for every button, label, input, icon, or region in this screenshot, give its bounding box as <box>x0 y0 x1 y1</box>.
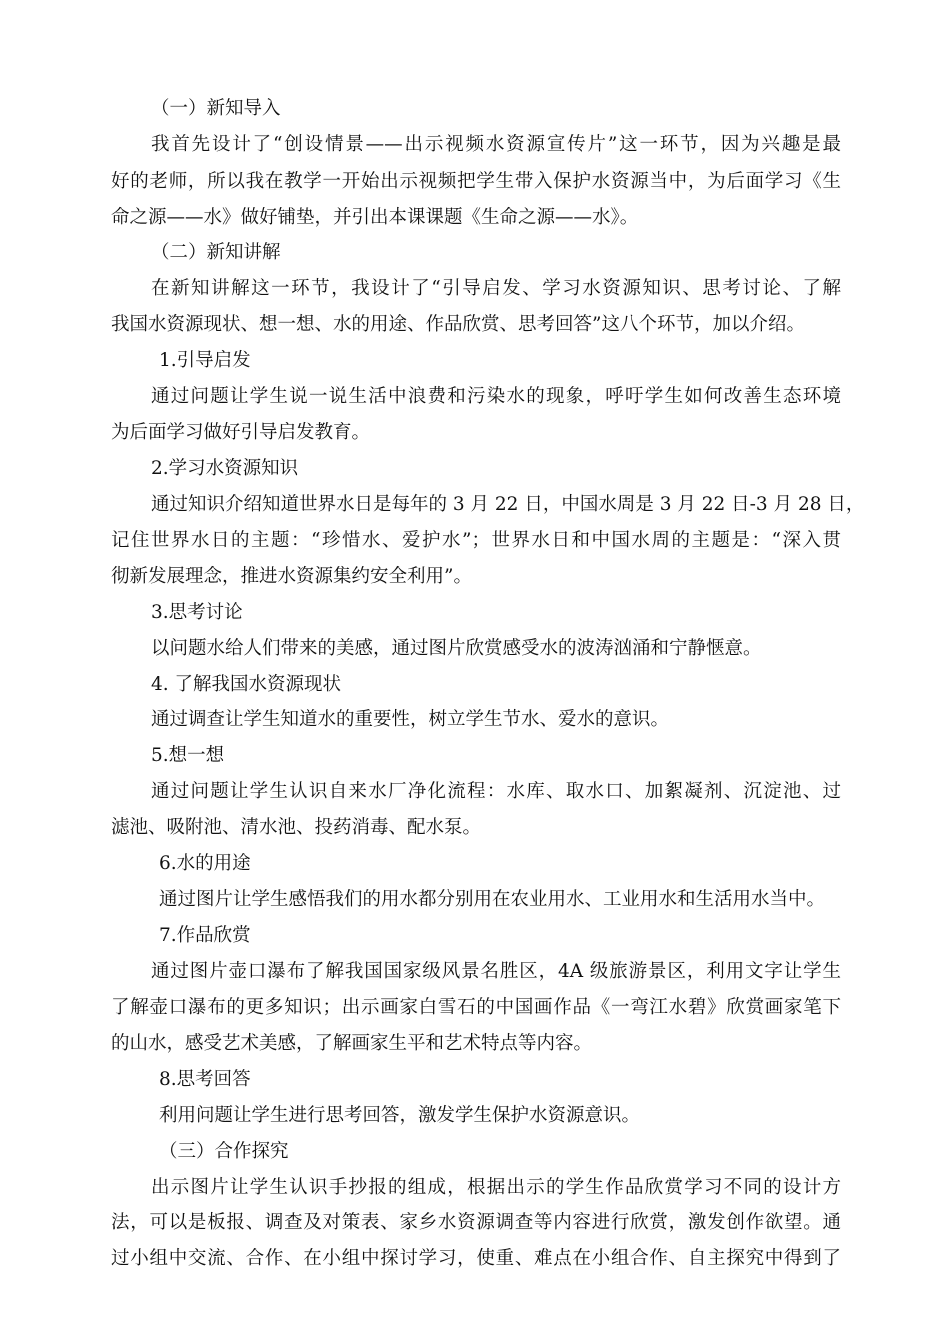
paragraph-line: 我首先设计了“创设情景——出示视频水资源宣传片”这一环节，因为兴趣是最 <box>151 134 841 155</box>
paragraph-line: 出示图片让学生认识手抄报的组成，根据出示的学生作品欣赏学习不同的设计方 <box>151 1177 841 1198</box>
paragraph-line: 通过图片壶口瀑布了解我国国家级风景名胜区，4A 级旅游景区，利用文字让学生 <box>151 961 841 982</box>
subsection-heading-1: 1.引导启发 <box>159 350 251 371</box>
paragraph-line: 好的老师，所以我在教学一开始出示视频把学生带入保护水资源当中，为后面学习《生 <box>111 171 841 192</box>
paragraph-line: 通过知识介绍知道世界水日是每年的 3 月 22 日，中国水周是 3 月 22 日-3 月 28 日， <box>151 494 865 515</box>
paragraph-line: 通过调查让学生知道水的重要性，树立学生节水、爱水的意识。 <box>151 709 670 730</box>
paragraph-line: 以问题水给人们带来的美感，通过图片欣赏感受水的波涛汹涌和宁静惬意。 <box>151 638 762 659</box>
paragraph-line: 通过图片让学生感悟我们的用水都分别用在农业用水、工业用水和生活用水当中。 <box>159 889 826 910</box>
paragraph-line: 彻新发展理念，推进水资源集约安全利用”。 <box>111 566 472 587</box>
paragraph-line: 通过问题让学生认识自来水厂净化流程：水库、取水口、加絮凝剂、沉淀池、过 <box>151 781 841 802</box>
paragraph-line: 过小组中交流、合作、在小组中探讨学习，使重、难点在小组合作、自主探究中得到了 <box>111 1248 841 1269</box>
paragraph-line: 在新知讲解这一环节，我设计了“引导启发、学习水资源知识、思考讨论、了解 <box>151 278 841 299</box>
subsection-heading-4: 4. 了解我国水资源现状 <box>151 674 342 695</box>
subsection-heading-3: 3.思考讨论 <box>151 602 243 623</box>
section-heading-1: （一）新知导入 <box>151 98 281 119</box>
paragraph-line: 滤池、吸附池、清水池、投药消毒、配水泵。 <box>111 817 482 838</box>
paragraph-line: 我国水资源现状、想一想、水的用途、作品欣赏、思考回答”这八个环节，加以介绍。 <box>111 314 805 335</box>
paragraph-line: 命之源——水》做好铺垫，并引出本课课题《生命之源——水》。 <box>111 207 639 228</box>
paragraph-line: 的山水，感受艺术美感，了解画家生平和艺术特点等内容。 <box>111 1033 593 1054</box>
section-heading-3: （三）合作探究 <box>159 1141 289 1162</box>
subsection-heading-8: 8.思考回答 <box>159 1069 251 1090</box>
subsection-heading-6: 6.水的用途 <box>159 853 251 874</box>
paragraph-line: 利用问题让学生进行思考回答，激发学生保护水资源意识。 <box>159 1105 641 1126</box>
paragraph-line: 为后面学习做好引导启发教育。 <box>111 422 371 443</box>
subsection-heading-2: 2.学习水资源知识 <box>151 458 299 479</box>
subsection-heading-7: 7.作品欣赏 <box>159 925 251 946</box>
paragraph-line: 记住世界水日的主题：“珍惜水、爱护水”；世界水日和中国水周的主题是：“深入贯 <box>111 530 841 551</box>
subsection-heading-5: 5.想一想 <box>151 745 225 766</box>
paragraph-line: 通过问题让学生说一说生活中浪费和污染水的现象，呼吁学生如何改善生态环境 <box>151 386 841 407</box>
section-heading-2: （二）新知讲解 <box>151 242 281 263</box>
paragraph-line: 了解壶口瀑布的更多知识；出示画家白雪石的中国画作品《一弯江水碧》欣赏画家笔下 <box>111 997 841 1018</box>
paragraph-line: 法，可以是板报、调查及对策表、家乡水资源调查等内容进行欣赏，激发创作欲望。通 <box>111 1212 841 1233</box>
